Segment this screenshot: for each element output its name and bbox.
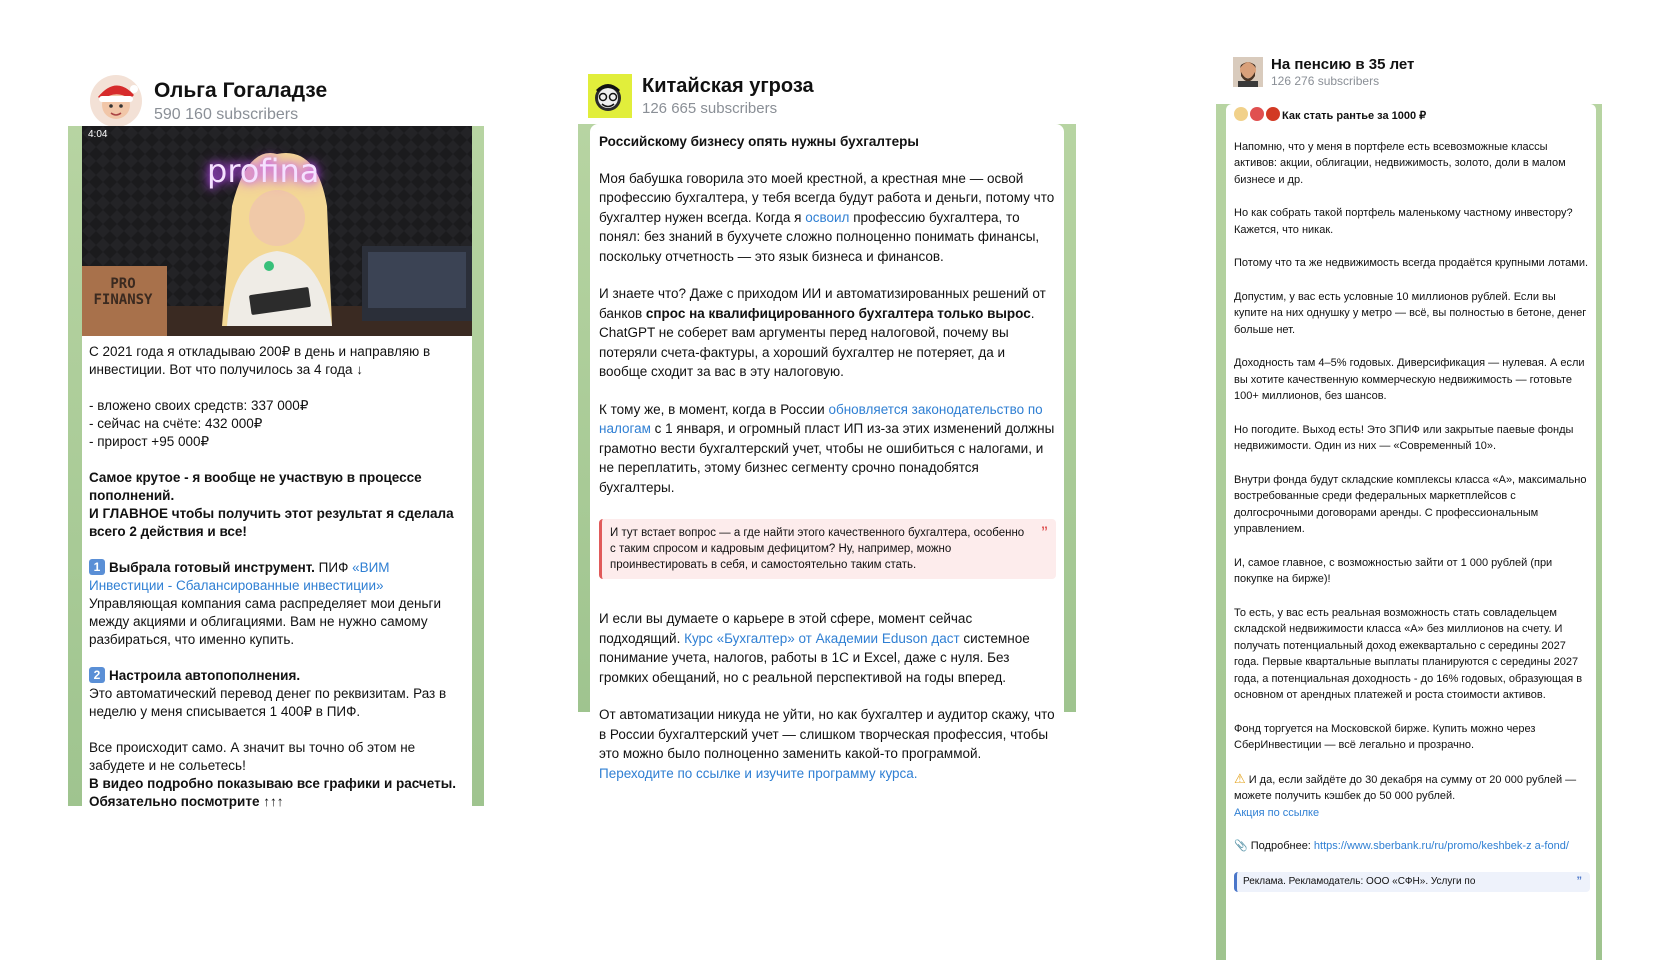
subscriber-count: 126 276 subscribers	[1271, 74, 1380, 88]
ad-text: Реклама. Рекламодатель: ООО «СФН». Услуги по	[1243, 875, 1476, 887]
neon-sign: profina	[207, 152, 320, 190]
fund-link[interactable]: «ВИМ Инвестиции - Сбалансированные инвестиции»	[89, 560, 390, 593]
santa-hat-avatar-icon	[90, 75, 142, 127]
paperclip-icon: 📎	[1234, 840, 1248, 852]
cat-emoji-icon	[1234, 107, 1248, 121]
paragraph: То есть, у вас есть реальная возможность стать совладельцем складской недвижимости класса «А» без миллионов на счету. И получать потенциальный доход ежеквартально с середины 2027 года. Первые квартальные выплаты планируются с середины 2027 года, а потенциальная доходность - до 16% годовых, образующая в основном от арендных платежей и роста стоимости активов.	[1234, 606, 1583, 701]
details-paragraph: 📎 Подробнее: https://www.sberbank.ru/ru/promo/keshbek-z a-fond/	[1234, 840, 1569, 852]
video-duration: 4:04	[88, 129, 108, 140]
details-link[interactable]: https://www.sberbank.ru/ru/promo/keshbek-z a-fond/	[1313, 840, 1569, 852]
santa-emoji-icon	[1250, 107, 1264, 121]
step-2-description: Это автоматический перевод денег по реквизитам. Раз в неделю у меня списывается 1 400₽ в ПИФ.	[89, 686, 447, 719]
promo-paragraph: ⚠ И да, если зайдёте до 30 декабря на сумму от 20 000 рублей — можете получить кэшбек до 50 000 рублей. Акция по ссылке	[1234, 770, 1577, 819]
bearded-man-avatar-icon	[1233, 57, 1263, 87]
quote-text: И тут встает вопрос — а где найти этого качественного бухгалтера, особенно с таким спросом и кадровым дефицитом? Ну, например, можно проинвестировать в себя, и самостоятельно таким стать.	[610, 527, 1025, 571]
box-text-line2: FINANSY	[93, 292, 153, 308]
post-intro: С 2021 года я откладываю 200₽ в день и направляю в инвестиции. Вот что получилось за 4 года ↓	[89, 344, 431, 377]
channel-avatar[interactable]	[1233, 57, 1263, 87]
quote-mark-icon: ”	[1041, 523, 1048, 539]
box-text-line1: PRO	[110, 276, 136, 292]
video-preview[interactable]	[82, 126, 472, 336]
post-bubble	[82, 126, 472, 809]
blockquote	[599, 519, 1056, 579]
post-text	[89, 343, 460, 811]
course-program-link[interactable]: Переходите по ссылке и изучите программу курса.	[599, 765, 918, 781]
inline-link[interactable]: обновляется законодательство по налогам	[599, 401, 1043, 436]
glasses-man-avatar-icon	[588, 74, 632, 118]
channel-header-retire-35[interactable]	[1233, 56, 1414, 88]
paragraph: И, самое главное, с возможностью зайти от 1 000 рублей (при покупке на бирже)!	[1234, 556, 1553, 585]
post-heading: Как стать рантье за 1000 ₽	[1234, 107, 1590, 125]
channel-title[interactable]: На пенсию в 35 лет	[1271, 56, 1415, 73]
paragraph: Но погодите. Выход есть! Это ЗПИФ или закрытые паевые фонды недвижимости. Один из них — «Современный 10».	[1234, 423, 1574, 452]
paragraph: От автоматизации никуда не уйти, но как бухгалтер и аудитор скажу, что в России бухгалтерский учет — слишком творческая профессия, чтобы это можно было полноценно заменить какой-то программой. Переходите по ссылке и изучите программу курса.	[599, 707, 1055, 781]
channel-header-chinese-threat[interactable]	[588, 74, 814, 118]
paragraph: Напомню, что у меня в портфеле есть всевозможные классы активов: акции, облигации, недвижимость, золото, доли в малом бизнесе и др.	[1234, 140, 1566, 186]
branded-box	[82, 276, 164, 308]
channel-avatar[interactable]	[588, 74, 632, 118]
post-text	[599, 132, 1056, 801]
paragraph: Потому что та же недвижимость всегда продаётся крупными лотами.	[1234, 257, 1589, 269]
ad-disclaimer	[1234, 872, 1590, 893]
inline-link[interactable]: освоил	[805, 209, 850, 225]
post-outro: Все происходит само. А значит вы точно об этом не забудете и не сольетесь!	[89, 740, 416, 773]
channel-title[interactable]: Ольга Гогаладзе	[154, 78, 328, 102]
post-bubble	[1226, 104, 1596, 960]
paragraph: Допустим, у вас есть условные 10 миллионов рублей. Если вы купите на них однушку у метро — всё, вы полностью в бетоне, денег больше нет.	[1234, 290, 1587, 336]
quote-mark-icon: ”	[1576, 874, 1582, 887]
subscriber-count: 126 665 subscribers	[642, 100, 778, 117]
stats-list	[89, 397, 460, 451]
post-outro-cta: В видео подробно показываю все графики и расчеты. Обязательно посмотрите ↑↑↑	[89, 776, 456, 809]
paragraph: И если вы думаете о карьере в этой сфере, момент сейчас подходящий. Курс «Бухгалтер» от Академии Eduson даст системное понимание учета, налогов, работы в 1С и Excel, даже с нуля. Без громких обещаний, но с реальной перспективой на годы вперед.	[599, 611, 1030, 685]
promo-link[interactable]: Акция по ссылке	[1234, 806, 1320, 819]
keycap-1-icon: 1	[89, 559, 105, 575]
channel-title[interactable]: Китайская угроза	[642, 75, 814, 97]
post-bubble	[590, 124, 1064, 781]
step-1-title: Выбрала готовый инструмент.	[109, 560, 315, 575]
step-2	[89, 667, 460, 685]
post-heading: Российскому бизнесу опять нужны бухгалтеры	[599, 134, 919, 149]
step-2-title: Настроила автопополнения.	[109, 668, 301, 683]
channel-avatar[interactable]	[90, 75, 142, 127]
paragraph: Но как собрать такой портфель маленькому частному инвестору? Кажется, что никак.	[1234, 207, 1573, 236]
highlight-text: И ГЛАВНОЕ чтобы получить этот результат я сделала всего 2 действия и все!	[89, 506, 454, 539]
subscriber-count: 590 160 subscribers	[154, 105, 299, 123]
paragraph: К тому же, в момент, когда в России обновляется законодательство по налогам с 1 января, и огромный пласт ИП из-за этих изменений должны грамотно вести бухгалтерский учет, чтобы не ошибиться с налогами, и не переплатить, этому бизнес сегменту срочно понадобятся бухгалтеры.	[599, 401, 1055, 495]
paragraph: Фонд торгуется на Московской бирже. Купить можно через СберИнвестиции — всё легально и прозрачно.	[1234, 722, 1536, 751]
stat-line: - прирост +95 000₽	[89, 434, 210, 449]
channel-header-olga[interactable]	[90, 75, 327, 127]
red-circle-icon	[1266, 107, 1280, 121]
highlight-text: Самое крутое - я вообще не участвую в процессе пополнений.	[89, 470, 422, 503]
step-1-description: Управляющая компания сама распределяет мои деньги между акциями и облигациями. Вам не нужно самому разбираться, что именно купить.	[89, 596, 442, 647]
stat-line: - вложено своих средств: 337 000₽	[89, 398, 309, 413]
step-1	[89, 559, 460, 595]
course-link[interactable]: Курс «Бухгалтер» от Академии Eduson даст	[684, 630, 960, 646]
paragraph: Моя бабушка говорила это моей крестной, а крестная мне — освой профессию бухгалтера, у тебя всегда будут работа и деньги, потому что бухгалтер нужен всегда. Когда я освоил профессию бухгалтера, то понял: без знаний в бухучете сложно полноценно понимать финансы, поскольку отчетность — это язык бизнеса и финансов.	[599, 170, 1055, 264]
post-text	[1234, 107, 1590, 892]
warning-icon: ⚠	[1234, 770, 1246, 786]
keycap-2-icon: 2	[89, 667, 105, 683]
paragraph: И знаете что? Даже с приходом ИИ и автоматизированных решений от банков спрос на квалифицированного бухгалтера только вырос. ChatGPT не соберет вам аргументы перед налоговой, почему вы потеряли счета-фактуры, а хороший бухгалтер не потеряет, да и вообще сходит за вас в эту налоговую.	[599, 286, 1046, 379]
step-1-text: ПИФ	[314, 560, 353, 575]
paragraph: Внутри фонда будут складские комплексы класса «А», максимально востребованные среди федеральных маркетплейсов с долгосрочными договорами аренды. С профессиональным управлением.	[1234, 473, 1587, 535]
paragraph: Доходность там 4–5% годовых. Диверсификация — нулевая. А если вы хотите качественную коммерческую недвижимость — готовьте 100+ миллионов, без шансов.	[1234, 357, 1585, 402]
stat-line: - сейчас на счёте: 432 000₽	[89, 416, 263, 431]
